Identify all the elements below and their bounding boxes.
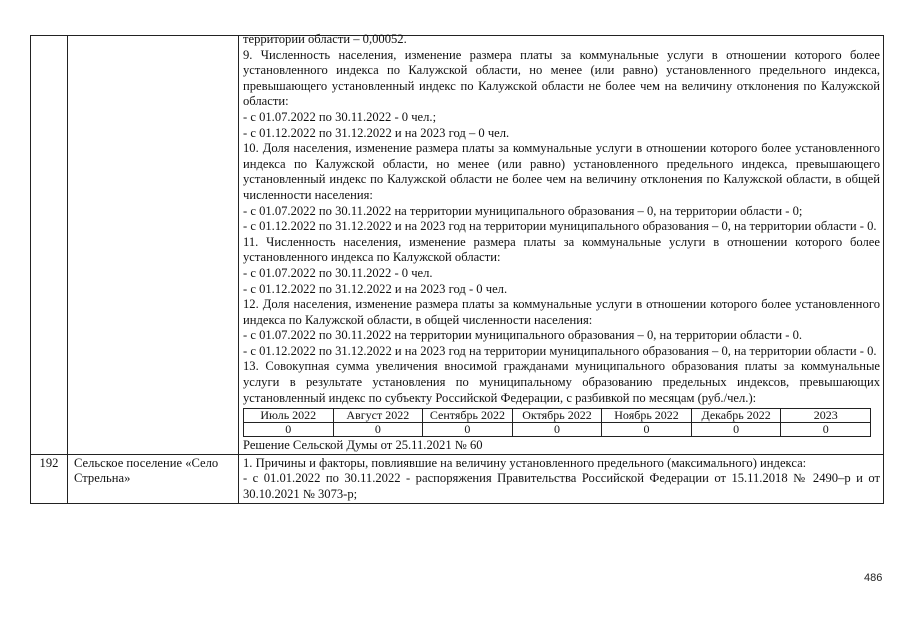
month-value: 0 — [244, 423, 334, 437]
month-header: Июль 2022 — [244, 409, 334, 423]
month-header: Декабрь 2022 — [691, 409, 781, 423]
month-header: 2023 — [781, 409, 871, 423]
month-header: Ноябрь 2022 — [602, 409, 692, 423]
month-value: 0 — [781, 423, 871, 437]
row-number: 192 — [39, 455, 59, 470]
row-number-cell — [31, 454, 68, 503]
table-row — [31, 454, 884, 503]
month-value: 0 — [423, 423, 513, 437]
paragraph: 13. Совокупная сумма увеличения вносимой гражданами муниципального образования платы за коммунальные услуги в результате установления по муниципальному образованию предельных индексов, превышающих установленный индекс по субъекту Российской Федерации, с разбивкой по месяцам (руб./чел.): — [243, 359, 880, 405]
paragraph: 11. Численность населения, изменение размера платы за коммунальные услуги в отношении которого более установленного индекса по Калужской области: — [243, 234, 880, 265]
paragraph: - с 01.07.2022 по 30.11.2022 на территории муниципального образования – 0, на территории области - 0. — [243, 328, 803, 343]
month-header: Август 2022 — [333, 409, 423, 423]
paragraph: - с 01.01.2022 по 30.11.2022 - распоряжения Правительства Российской Федерации от 15.11.2018 № 2490–р и от 30.10.2021 № 3073-р; — [243, 471, 880, 502]
paragraph: - с 01.12.2022 по 31.12.2022 и на 2023 год – 0 чел. — [243, 125, 510, 140]
page-number: 486 — [864, 572, 883, 584]
indicators-cell — [239, 454, 884, 503]
month-value: 0 — [333, 423, 423, 437]
paragraph: 10. Доля населения, изменение размера платы за коммунальные услуги в отношении которого более установленного индекса по Калужской области, но менее (или равно) установленного предельного индекса, превышающего установленный индекс по Калужской области не более чем на величину отклонения по Калужской области, в общей численности населения: — [243, 141, 880, 202]
month-value: 0 — [512, 423, 602, 437]
table-row — [31, 36, 884, 455]
paragraph: - с 01.07.2022 по 30.11.2022 на территории муниципального образования – 0, на территории области - 0; — [243, 203, 803, 218]
month-value: 0 — [602, 423, 692, 437]
indicators-text — [239, 455, 883, 503]
indicators-text — [239, 32, 883, 406]
paragraph: - с 01.12.2022 по 31.12.2022 и на 2023 год на территории муниципального образования – 0, на территории области - 0. — [243, 343, 877, 358]
months-values-row — [244, 423, 871, 437]
paragraph: - с 01.12.2022 по 31.12.2022 и на 2023 год на территории муниципального образования – 0, на территории области - 0. — [243, 219, 877, 234]
month-header: Октябрь 2022 — [512, 409, 602, 423]
paragraph: 9. Численность населения, изменение размера платы за коммунальные услуги в отношении которого более установленного индекса по Калужской области, но менее (или равно) установленного предельного индекса, превышающего установленный индекс по Калужской области не более чем на величину отклонения по Калужской области: — [243, 47, 880, 109]
decision-reference: Решение Сельской Думы от 25.11.2021 № 60 — [243, 438, 483, 453]
municipality-name-cell — [68, 36, 239, 455]
paragraph: территории области – 0,00052. — [243, 32, 407, 46]
municipality-name-cell — [68, 454, 239, 503]
paragraph: 1. Причины и факторы, повлиявшие на величину установленного предельного (максимального) индекса: — [243, 455, 807, 470]
indicators-cell — [239, 32, 884, 455]
monthly-amounts-table — [243, 408, 871, 437]
months-header-row — [244, 409, 871, 423]
municipality-name: Сельское поселение «Село Стрельна» — [74, 455, 219, 486]
paragraph: - с 01.12.2022 по 31.12.2022 и на 2023 год - 0 чел. — [243, 281, 508, 296]
month-value: 0 — [691, 423, 781, 437]
row-number-cell — [31, 36, 68, 455]
paragraph: - с 01.07.2022 по 30.11.2022 - 0 чел.; — [243, 109, 437, 124]
document-table — [30, 32, 884, 504]
month-header: Сентябрь 2022 — [423, 409, 513, 423]
paragraph: 12. Доля населения, изменение размера платы за коммунальные услуги в отношении которого более установленного индекса по Калужской области, в общей численности населения: — [243, 297, 880, 327]
paragraph: - с 01.07.2022 по 30.11.2022 - 0 чел. — [243, 265, 433, 280]
